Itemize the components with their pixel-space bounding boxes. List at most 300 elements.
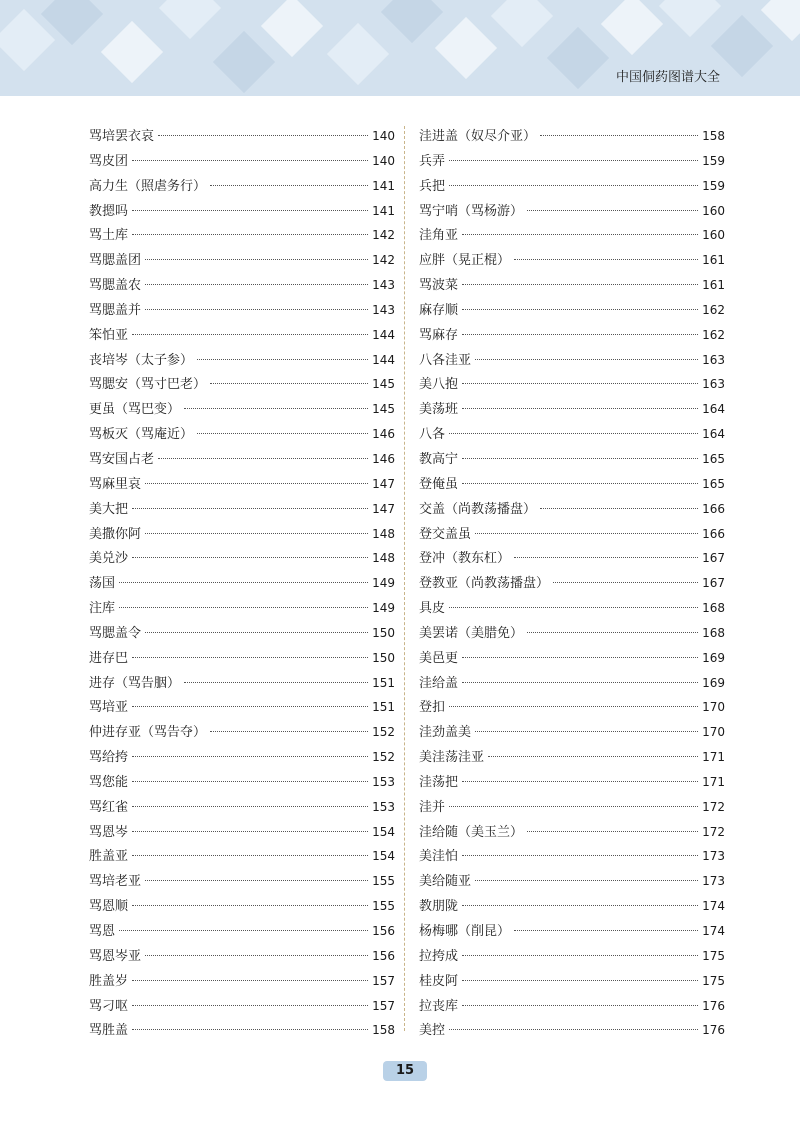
dot-leader [475,880,698,881]
toc-entry[interactable] [89,298,395,323]
toc-entry-name: 骂给挎 [89,750,129,766]
toc-entry-page: 174 [702,899,725,914]
toc-entry-name: 骂胜盖 [89,1023,129,1039]
dot-leader [462,309,698,310]
toc-entry-name: 骂板灭（骂庵近） [89,427,194,443]
dot-leader [132,234,368,235]
dot-leader [462,955,698,956]
toc-entry[interactable] [419,124,725,149]
column-divider [404,126,405,1031]
toc-entry[interactable] [89,969,395,994]
decorative-diamond [761,0,800,41]
toc-entry-name: 杨梅哪（削昆） [419,924,511,939]
dot-leader [210,383,368,384]
dot-leader [132,557,368,558]
dot-leader [449,185,698,186]
toc-entry-page: 161 [702,278,725,293]
toc-entry-page: 157 [372,998,395,1013]
toc-entry[interactable] [89,124,395,149]
toc-entry-page: 152 [372,750,395,765]
dot-leader [158,135,368,136]
toc-entry-page: 142 [372,253,395,268]
toc-entry-page: 163 [702,377,725,392]
toc-entry-name: 骂腮安（骂寸巴老） [89,377,207,393]
toc-entry-name: 骂腮盖团 [89,253,142,269]
dot-leader [462,383,698,384]
toc-entry-name: 八各洼亚 [419,352,472,368]
toc-entry-page: 145 [372,377,395,392]
toc-entry-page: 158 [372,1023,395,1038]
toc-entry-name: 兵弄 [419,153,446,169]
toc-entry-page: 168 [702,625,725,640]
toc-entry[interactable] [419,199,725,224]
toc-entry-page: 176 [702,1023,725,1038]
toc-entry-name: 笨怕亚 [89,327,129,343]
toc-entry-page: 171 [702,750,725,765]
toc-entry-page: 144 [372,327,395,342]
dot-leader [540,135,698,136]
dot-leader [462,682,698,683]
toc-entry-name: 骂麻存 [419,327,459,343]
toc-entry-name: 美大把 [89,501,129,517]
dot-leader [119,930,368,931]
toc-entry[interactable] [89,621,395,646]
toc-entry-name: 洼荡把 [419,774,459,790]
page-number: 15 [383,1061,427,1081]
dot-leader [197,359,368,360]
toc-entry-name: 美洼荡洼亚 [419,750,485,766]
decorative-diamond [261,0,323,57]
toc-entry-name: 拉挎成 [419,948,459,964]
toc-entry-page: 156 [372,948,395,963]
toc-entry-page: 172 [702,799,725,814]
decorative-diamond [159,0,221,39]
toc-entry-page: 162 [702,302,725,317]
toc-entry-page: 176 [702,998,725,1013]
toc-entry-page: 170 [702,725,725,740]
toc-entry[interactable] [419,646,725,671]
toc-entry[interactable] [419,894,725,919]
toc-entry[interactable] [419,447,725,472]
toc-entry[interactable] [89,372,395,397]
toc-entry-name: 教摁吗 [89,203,129,219]
toc-entry-name: 洼角亚 [419,228,459,244]
toc-entry[interactable] [419,149,725,174]
toc-entry-name: 骂安国占老 [89,451,155,467]
toc-entry-page: 169 [702,675,725,690]
toc-entry-name: 骂恩顺 [89,899,129,915]
toc-entry-page: 169 [702,650,725,665]
dot-leader [158,458,368,459]
toc-entry-name: 八各 [419,427,446,443]
dot-leader [449,806,698,807]
dot-leader [514,557,698,558]
dot-leader [132,160,368,161]
toc-entry-page: 162 [702,327,725,342]
toc-entry[interactable] [419,248,725,273]
toc-entry-page: 166 [702,501,725,516]
toc-entry-name: 仲进存亚（骂告夺） [89,725,207,741]
toc-entry-name: 丧培岑（太子参） [89,352,194,368]
toc-entry-name: 胜盖岁 [89,973,129,989]
toc-entry[interactable] [419,770,725,795]
toc-entry[interactable] [89,571,395,596]
toc-entry-page: 160 [702,228,725,243]
toc-entry[interactable] [89,994,395,1019]
toc-entry-page: 150 [372,625,395,640]
dot-leader [462,781,698,782]
toc-entry[interactable] [419,372,725,397]
dot-leader [132,334,368,335]
toc-entry[interactable] [419,348,725,373]
dot-leader [145,284,368,285]
toc-entry-page: 143 [372,302,395,317]
toc-entry-page: 140 [372,153,395,168]
toc-entry[interactable] [419,174,725,199]
toc-entry-page: 159 [702,153,725,168]
toc-entry-name: 教高宁 [419,451,459,467]
dot-leader [132,508,368,509]
toc-entry[interactable] [419,323,725,348]
toc-entry-page: 154 [372,824,395,839]
toc-entry-name: 骂波菜 [419,278,459,294]
toc-entry[interactable] [419,919,725,944]
dot-leader [119,582,368,583]
toc-entry-page: 143 [372,278,395,293]
toc-entry[interactable] [89,149,395,174]
toc-entry[interactable] [89,497,395,522]
toc-entry[interactable] [419,695,725,720]
toc-entry-name: 荡国 [89,576,116,592]
toc-entry-name: 美给随亚 [419,874,472,890]
toc-entry[interactable] [89,174,395,199]
toc-entry-page: 150 [372,650,395,665]
toc-entry-page: 163 [702,352,725,367]
toc-right-column [419,124,725,1043]
toc-entry-page: 171 [702,774,725,789]
toc-entry-page: 160 [702,203,725,218]
toc-entry[interactable] [89,795,395,820]
toc-entry-page: 146 [372,451,395,466]
toc-entry[interactable] [419,273,725,298]
toc-entry[interactable] [419,795,725,820]
toc-entry-page: 155 [372,874,395,889]
dot-leader [462,1005,698,1006]
toc-entry-page: 175 [702,973,725,988]
toc-entry-name: 骂腮盖农 [89,278,142,294]
toc-entry-name: 洼给随（美玉兰） [419,824,524,840]
toc-entry-page: 145 [372,402,395,417]
dot-leader [462,483,698,484]
dot-leader [540,508,698,509]
toc-entry-name: 美邑更 [419,650,459,666]
toc-entry-name: 骂恩岑 [89,824,129,840]
toc-entry-page: 166 [702,526,725,541]
dot-leader [145,483,368,484]
toc-entry[interactable] [419,472,725,497]
toc-entry-page: 173 [702,874,725,889]
toc-entry-page: 144 [372,352,395,367]
toc-entry-page: 161 [702,253,725,268]
toc-entry[interactable] [89,199,395,224]
toc-entry[interactable] [419,820,725,845]
toc-entry-name: 胜盖亚 [89,849,129,865]
toc-entry-name: 骂腮盖令 [89,625,142,641]
toc-entry-page: 141 [372,203,395,218]
toc-entry-name: 注库 [89,601,116,617]
toc-entry[interactable] [89,397,395,422]
toc-entry-page: 155 [372,899,395,914]
toc-entry-name: 洼劲盖美 [419,725,472,741]
toc-entry-name: 美罢诺（美腊免） [419,625,524,641]
toc-entry-name: 美撒你阿 [89,526,142,542]
toc-entry-page: 164 [702,427,725,442]
toc-entry[interactable] [419,571,725,596]
toc-entry-page: 168 [702,601,725,616]
toc-entry-name: 美兑沙 [89,551,129,567]
dot-leader [462,408,698,409]
toc-entry-name: 骂培罢衣哀 [89,129,155,144]
toc-entry-page: 172 [702,824,725,839]
toc-entry[interactable] [419,720,725,745]
toc-entry[interactable] [89,248,395,273]
toc-entry-page: 142 [372,228,395,243]
dot-leader [145,632,368,633]
toc-entry[interactable] [89,919,395,944]
toc-entry-page: 147 [372,501,395,516]
toc-entry[interactable] [89,323,395,348]
toc-entry-name: 美八抱 [419,377,459,393]
toc-entry[interactable] [419,944,725,969]
dot-leader [462,234,698,235]
dot-leader [475,533,698,534]
toc-entry[interactable] [89,869,395,894]
toc-entry-name: 交盖（尚教荡播盘） [419,501,537,517]
dot-leader [145,533,368,534]
toc-entry-name: 美洼怕 [419,849,459,865]
toc-entry-page: 173 [702,849,725,864]
dot-leader [462,657,698,658]
dot-leader [462,855,698,856]
dot-leader [145,880,368,881]
dot-leader [145,259,368,260]
toc-entry[interactable] [419,671,725,696]
dot-leader [132,781,368,782]
dot-leader [132,756,368,757]
toc-entry[interactable] [419,994,725,1019]
toc-entry-page: 148 [372,526,395,541]
toc-entry-page: 159 [702,178,725,193]
toc-entry-page: 167 [702,551,725,566]
toc-entry[interactable] [89,720,395,745]
dot-leader [210,731,368,732]
toc-entry-name: 进存巴 [89,650,129,666]
toc-entry-name: 登俺虽 [419,476,459,492]
toc-entry-name: 兵把 [419,178,446,194]
toc-entry[interactable] [89,422,395,447]
dot-leader [449,160,698,161]
dot-leader [462,980,698,981]
toc-entry-name: 麻存顺 [419,302,459,318]
toc-entry-page: 154 [372,849,395,864]
toc-entry[interactable] [89,844,395,869]
toc-entry[interactable] [419,522,725,547]
toc-entry-name: 拉丧库 [419,998,459,1014]
toc-entry-page: 149 [372,576,395,591]
toc-entry-page: 175 [702,948,725,963]
toc-entry[interactable] [419,869,725,894]
toc-entry-name: 洼给盖 [419,675,459,691]
decorative-diamond [711,15,773,77]
decorative-diamond [327,23,389,85]
toc-entry-name: 登交盖虽 [419,526,472,542]
dot-leader [527,632,698,633]
toc-entry[interactable] [419,223,725,248]
dot-leader [145,955,368,956]
toc-entry-page: 141 [372,178,395,193]
dot-leader [527,210,698,211]
dot-leader [527,831,698,832]
toc-entry-page: 151 [372,700,395,715]
dot-leader [184,682,368,683]
dot-leader [514,930,698,931]
toc-entry-page: 157 [372,973,395,988]
decorative-diamond [435,17,497,79]
dot-leader [488,756,698,757]
toc-entry-name: 桂皮阿 [419,973,459,989]
dot-leader [132,855,368,856]
toc-entry-name: 登扣 [419,700,446,716]
toc-entry-name: 骂腮盖并 [89,302,142,318]
toc-entry-name: 骂土库 [89,228,129,244]
toc-entry-name: 骂皮团 [89,153,129,169]
dot-leader [145,309,368,310]
toc-entry-name: 更虽（骂巴变） [89,402,181,418]
toc-entry-page: 146 [372,427,395,442]
toc-entry[interactable] [89,596,395,621]
toc-entry[interactable] [419,844,725,869]
dot-leader [462,905,698,906]
decorative-diamond [213,31,275,93]
dot-leader [132,210,368,211]
dot-leader [132,1005,368,1006]
toc-entry[interactable] [89,546,395,571]
dot-leader [132,905,368,906]
toc-entry-page: 153 [372,774,395,789]
toc-entry[interactable] [419,596,725,621]
dot-leader [449,706,698,707]
dot-leader [210,185,368,186]
toc-entry[interactable] [419,745,725,770]
toc-entry-name: 美控 [419,1023,446,1039]
toc-entry-name: 骂红雀 [89,799,129,815]
toc-entry-page: 170 [702,700,725,715]
dot-leader [132,706,368,707]
toc-entry-name: 骂刁呕 [89,998,129,1014]
toc-entry[interactable] [89,1018,395,1043]
dot-leader [449,1029,698,1030]
dot-leader [132,806,368,807]
toc-entry[interactable] [419,1018,725,1043]
toc-entry[interactable] [419,969,725,994]
dot-leader [475,359,698,360]
toc-entry-page: 174 [702,924,725,938]
toc-entry[interactable] [89,944,395,969]
toc-entry[interactable] [89,894,395,919]
toc-entry[interactable] [89,695,395,720]
toc-entry-page: 164 [702,402,725,417]
toc-entry-page: 147 [372,476,395,491]
toc-entry[interactable] [89,770,395,795]
dot-leader [132,980,368,981]
toc-entry-name: 高力生（照虐务行） [89,178,207,194]
toc-entry[interactable] [419,621,725,646]
toc-entry-page: 165 [702,451,725,466]
toc-entry[interactable] [89,472,395,497]
toc-entry[interactable] [419,298,725,323]
page-header-banner [0,0,800,96]
toc-entry[interactable] [419,422,725,447]
toc-entry-name: 应胖（晃正棍） [419,253,511,269]
toc-entry[interactable] [89,273,395,298]
toc-entry[interactable] [419,546,725,571]
dot-leader [197,433,368,434]
toc-entry-page: 167 [702,576,725,591]
dot-leader [514,259,698,260]
toc-entry-page: 148 [372,551,395,566]
toc-entry[interactable] [89,447,395,472]
toc-entry-page: 156 [372,924,395,938]
dot-leader [475,731,698,732]
toc-entry[interactable] [89,522,395,547]
dot-leader [184,408,368,409]
book-title: 中国侗药图谱大全 [615,70,720,85]
toc-entry-page: 149 [372,601,395,616]
toc-entry-page: 140 [372,129,395,143]
dot-leader [553,582,698,583]
toc-entry[interactable] [89,671,395,696]
toc-entry[interactable] [89,646,395,671]
decorative-diamond [547,27,609,89]
toc-entry-name: 教朋陇 [419,899,459,915]
toc-entry[interactable] [89,348,395,373]
decorative-diamond [601,0,663,55]
decorative-diamond [381,0,443,43]
toc-entry[interactable] [419,497,725,522]
toc-left-column [89,124,395,1043]
toc-entry[interactable] [419,397,725,422]
toc-entry[interactable] [89,820,395,845]
toc-entry[interactable] [89,223,395,248]
toc-entry-name: 登冲（教东杠） [419,551,511,567]
toc-entry-name: 进存（骂告胭） [89,675,181,691]
dot-leader [132,657,368,658]
toc-entry-page: 165 [702,476,725,491]
toc-entry-name: 洼并 [419,799,446,815]
toc-entry[interactable] [89,745,395,770]
dot-leader [132,1029,368,1030]
dot-leader [132,831,368,832]
toc-entry-name: 美荡班 [419,402,459,418]
toc-entry-name: 具皮 [419,601,446,617]
toc-entry-name: 骂您能 [89,774,129,790]
dot-leader [119,607,368,608]
toc-entry-name: 骂麻里哀 [89,476,142,492]
toc-entry-page: 153 [372,799,395,814]
toc-entry-name: 骂恩 [89,924,116,939]
decorative-diamond [491,0,553,47]
dot-leader [462,334,698,335]
